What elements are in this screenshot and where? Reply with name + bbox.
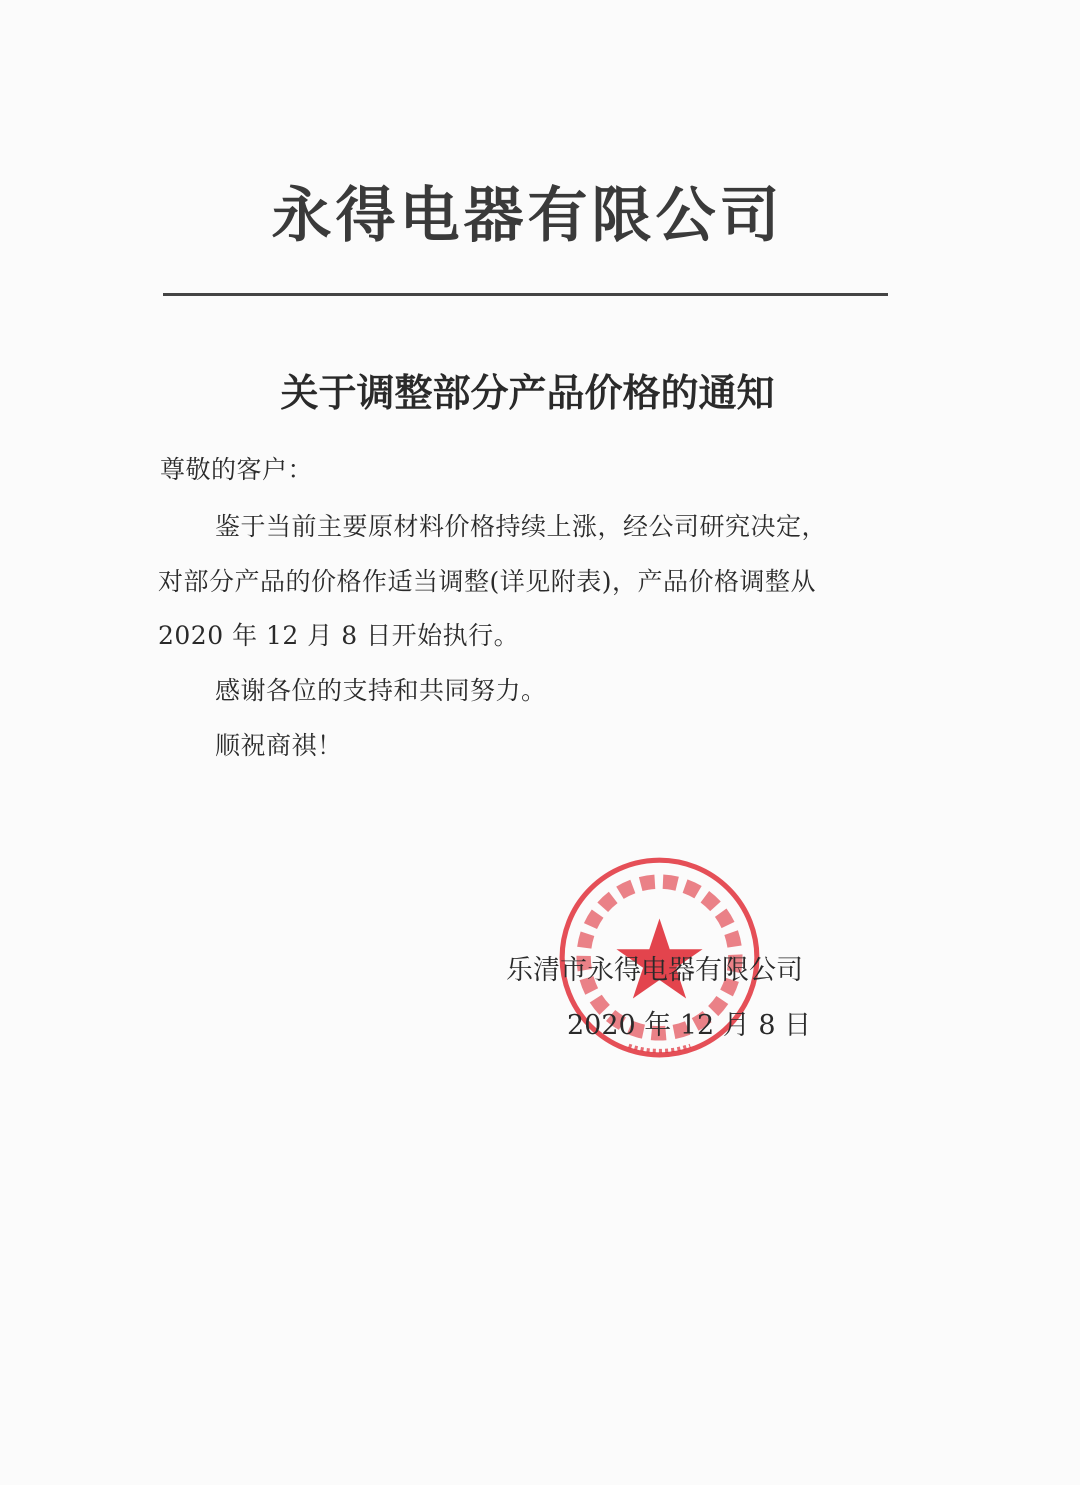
notice-title: 关于调整部分产品价格的通知 xyxy=(280,371,775,415)
closing: 顺祝商祺！ xyxy=(215,731,343,760)
paragraph-line: 对部分产品的价格作适当调整(详见附表)，产品价格调整从 xyxy=(158,567,817,596)
paragraph-line: 鉴于当前主要原材料价格持续上涨，经公司研究决定， xyxy=(215,512,828,541)
thanks-paragraph: 感谢各位的支持和共同努力。 xyxy=(215,676,547,705)
letterhead-divider xyxy=(163,293,888,296)
paragraph-line: 2020 年 12 月 8 日开始执行。 xyxy=(158,621,520,650)
company-letterhead: 永得电器有限公司 xyxy=(271,181,784,251)
signature-date: 2020 年 12 月 8 日 xyxy=(567,1010,812,1041)
salutation: 尊敬的客户： xyxy=(160,455,314,484)
signature-company: 乐清市永得电器有限公司 xyxy=(506,955,803,986)
